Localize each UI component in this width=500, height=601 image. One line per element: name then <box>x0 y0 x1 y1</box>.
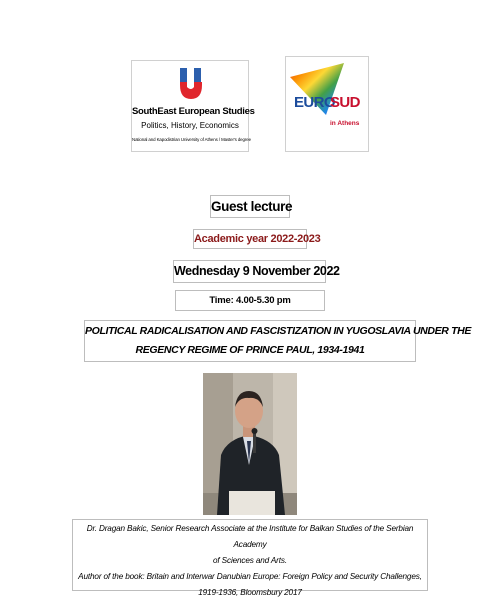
speaker-photo <box>203 373 297 515</box>
event-date: Wednesday 9 November 2022 <box>173 260 326 283</box>
guest-lecture-heading: Guest lecture <box>210 195 290 218</box>
speaker-bio-line-4: 1919-1936, Bloomsbury 2017 <box>198 588 302 597</box>
speaker-bio-line-1: Dr. Dragan Bakic, Senior Research Associate at the Institute for Balkan Studies of the Serbian Academy <box>86 524 414 549</box>
speaker-bio <box>72 519 428 597</box>
eurosud-logo-location: in Athens <box>330 120 360 127</box>
lecture-title-line-1: POLITICAL RADICALISATION AND FASCISTIZATION IN YUGOSLAVIA UNDER THE <box>85 325 472 337</box>
academic-year: Academic year 2022-2023 <box>193 229 307 249</box>
sees-logo <box>131 60 255 152</box>
speaker-bio-line-3: Author of the book: Britain and Interwar Danubian Europe: Foreign Policy and Security Challenges, <box>78 572 422 581</box>
sees-shield-icon <box>180 68 202 100</box>
lecture-title-line-2: REGENCY REGIME OF PRINCE PAUL, 1934-1941 <box>135 344 365 356</box>
event-time: Time: 4.00-5.30 pm <box>175 290 325 311</box>
eurosud-logo-sud: SUD <box>330 94 360 111</box>
eurosud-rainbow-triangle-icon <box>286 57 368 151</box>
sees-logo-title: SouthEast European Studies <box>132 106 255 117</box>
lecture-title <box>84 320 472 362</box>
speaker-bio-line-2: of Sciences and Arts. <box>213 556 287 565</box>
sees-logo-tagline: National and Kapodistrian University of Athens / Master's degree <box>132 137 251 142</box>
sees-logo-subtitle: Politics, History, Economics <box>141 121 239 130</box>
eurosud-logo-euro: EURO <box>294 94 335 111</box>
eurosud-logo <box>285 56 369 152</box>
